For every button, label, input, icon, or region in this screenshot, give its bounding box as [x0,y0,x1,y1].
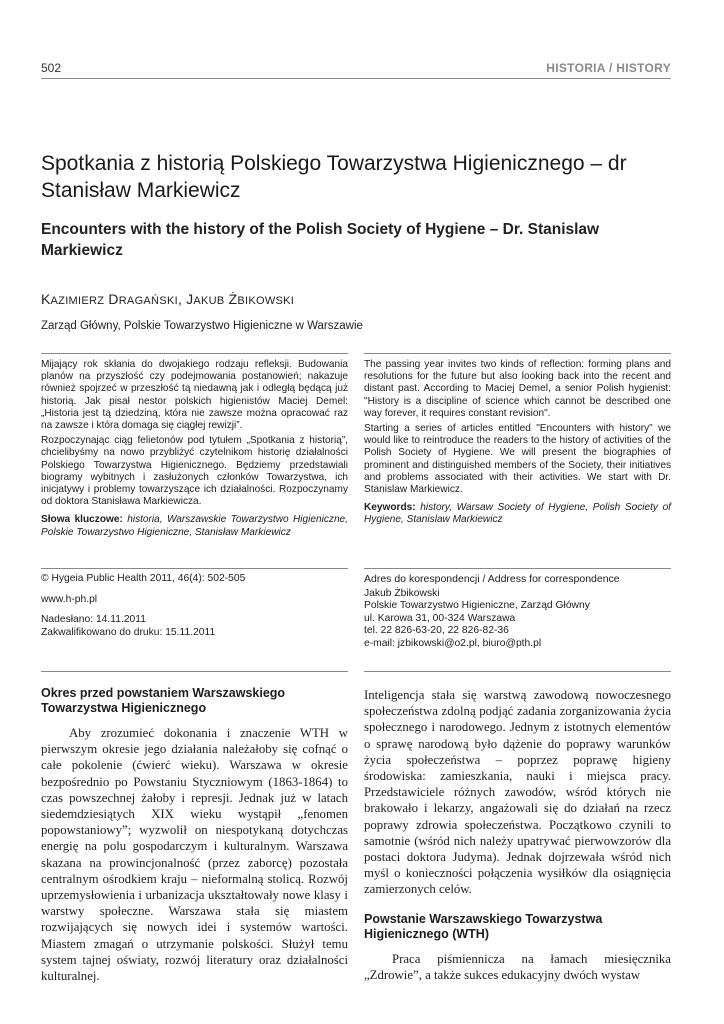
abstract-english [364,359,671,530]
body-rule-left [41,671,348,672]
author-1-first-rest: AZIMIERZ [50,295,105,307]
author-1-last-initial: D [108,291,119,307]
body-column-left [41,686,348,984]
abstract-polish-p2: Rozpoczynając ciąg felietonów pod tytułem „Spotkania z historią”, chcielibyśmy na nowo przybliżyć czytelnikom historię działalności Polskiego Towarzystwa Higienicznego. Będziemy przedstawiali biogramy wybitnych i zasłużonych członków Towarzystwa, ich inicjatywy i problemy towarzyszące ich działalności. Rozpoczynamy od doktora Stanisława Markiewicza. [41,435,348,508]
abstract-rule-right [364,353,671,354]
abstract-rule-left [41,353,348,354]
publication-info [41,573,348,639]
affiliation: Zarząd Główny, Polskie Towarzystwo Higieniczne w Warszawie [41,320,363,332]
author-2-last-rest: BIKOWSKI [237,295,295,307]
citation: © Hygeia Public Health 2011, 46(4): 502-505 [41,573,246,584]
body-paragraph: Praca piśmiennicza na łamach miesięcznika „Zdrowie”, a także sukces edukacyjny dwóch wystaw [364,951,671,982]
keywords-polish-text: historia, Warszawskie Towarzystwo Higieniczne, Polskie Towarzystwo Higieniczne, Stanisław Markiewicz [41,514,348,538]
correspondence-info [364,573,671,650]
keywords-polish-label: Słowa kluczowe: [41,514,123,526]
section-heading-1: Okres przed powstaniem Warszawskiego Towarzystwa Higienicznego [41,686,286,715]
article-title-polish: Spotkania z historią Polskiego Towarzystwa Higienicznego – dr Stanisław Markiewicz [41,152,627,202]
section-label: HISTORIA / HISTORY [546,61,671,75]
correspondence-org: Polskie Towarzystwo Higieniczne, Zarząd Główny [364,600,590,611]
body-paragraph: Aby zrozumieć dokonania i znaczenie WTH w pierwszym okresie jego działania należałoby się cofnąć o całe pokolenie (ćwierć wieku). Warszawa w okresie bezpośrednio po Powstaniu Styczniowym (1863-1864) to czas powszechnej żałoby i represji. Jednak już w latach siedemdziesiątych XIX wieku wystąpił „fenomen popowstaniowy”; wyzwolił on niespotykaną dotychczas energię na polu gospodarczym i kulturalnym. Warszawa skazana na prowincjonalność (przez zaborcę) pozostała centralnym ośrodkiem kraju – nieformalną stolicą. Rozwój uprzemysłowienia i urbanizacja ukształtowały nowe klasy i warstwy społeczne. Warszawa stała się miastem rozwijających się nowych idei i systemów wartości. Miastem zmagań o utrzymanie polskości. Służył temu system tajnej oświaty, rozwój literatury oraz działalności kulturalnej. [41,726,348,984]
correspondence-phone: tel. 22 826-63-20, 22 826-82-36 [364,625,509,636]
author-2-first-initial: J [186,291,194,307]
body-column-right [364,687,671,983]
submitted-date: Nadesłano: 14.11.2011 [41,614,146,625]
correspondence-email[interactable]: e-mail: jzbikowski@o2.pl, biuro@pth.pl [364,637,542,649]
author-2-first-rest: AKUB [193,295,225,307]
page-number: 502 [41,61,62,75]
website-link[interactable]: www.h-ph.pl [41,593,98,605]
running-header [41,61,671,81]
abstract-english-p2: Starting a series of articles entitled "Encounters with history" we would like to reintroduce the readers to the history of activities of the Polish Society of Hygiene. We will present the biographies of prominent and distinguished members of the Society, their initiatives and problems associated with their activities. We start with Dr. Stanislaw Markiewicz. [364,423,671,496]
section-heading-2: Powstanie Warszawskiego Towarzystwa Higienicznego (WTH) [364,911,603,941]
author-list [41,291,294,307]
abstract-polish [41,359,348,542]
keywords-polish [41,514,348,538]
keywords-english-text: history, Warsaw Society of Hygiene, Polish Society of Hygiene, Stanislaw Markiewicz [364,502,671,526]
header-rule [41,78,671,79]
meta-rule-left [41,568,348,569]
keywords-english-label: Keywords: [364,502,416,514]
author-separator: , [177,291,187,307]
body-paragraph: Inteligencja stała się warstwą zawodową nowoczesnego społeczeństwa zdolną podjąć zadania zorganizowania życia społecznego i narodowego. Jednym z istotnych elementów o sprawę narodową było dążenie do poprawy warunków życia społeczeństwa – poprzez poprawę higieny środowiska: zamieszkania, nauki i miejsca pracy. Przedstawiciele różnych zawodów, wśród których nie brakowało i lekarzy, angażowali się do działań na rzecz poprawy zdrowia społeczeństwa. Początkowo czynili to samotnie (wśród nich należy upatrywać pierwowzorów dla postaci doktora Judyma). Jednak dojrzewała wśród nich myśl o konieczności połączenia wysiłków dla osiągnięcia zamierzonych celów. [364,688,671,897]
keywords-english [364,502,671,526]
author-1-first-initial: K [41,291,51,307]
meta-rule-right [364,568,671,569]
correspondence-street: ul. Karowa 31, 00-324 Warszawa [364,612,516,624]
body-rule-right [364,671,671,672]
correspondence-name: Jakub Żbikowski [364,587,440,599]
article-title-english: Encounters with the history of the Polish Society of Hygiene – Dr. Stanislaw Markiewicz [41,221,600,259]
author-2-last-initial: Ż [228,291,238,307]
abstract-english-p1: The passing year invites two kinds of reflection: forming plans and resolutions for the future but also looking back into the recent and distant past. According to Maciej Demel, a senior Polish hygienist: "History is a discipline of science which cannot be described one way forever, it requires constant revision". [364,359,671,419]
correspondence-heading: Adres do korespondencji / Address for correspondence [364,573,620,585]
abstract-polish-p1: Mijający rok skłania do dwojakiego rodzaju refleksji. Budowania planów na przyszłość czy podejmowania postanowień; nakazuje również spojrzeć w przeszłość tą niedawną jak i odległą będącą już historią. Jak pisał nestor polskich higienistów Maciej Demel: „Historia jest tą dziedziną, która nie zawsze można opracować raz na zawsze i która domaga się ciągłej rewizji”. [41,359,348,432]
author-1-last-rest: RAGAŃSKI [118,295,178,307]
accepted-date: Zakwalifikowano do druku: 15.11.2011 [41,626,216,638]
